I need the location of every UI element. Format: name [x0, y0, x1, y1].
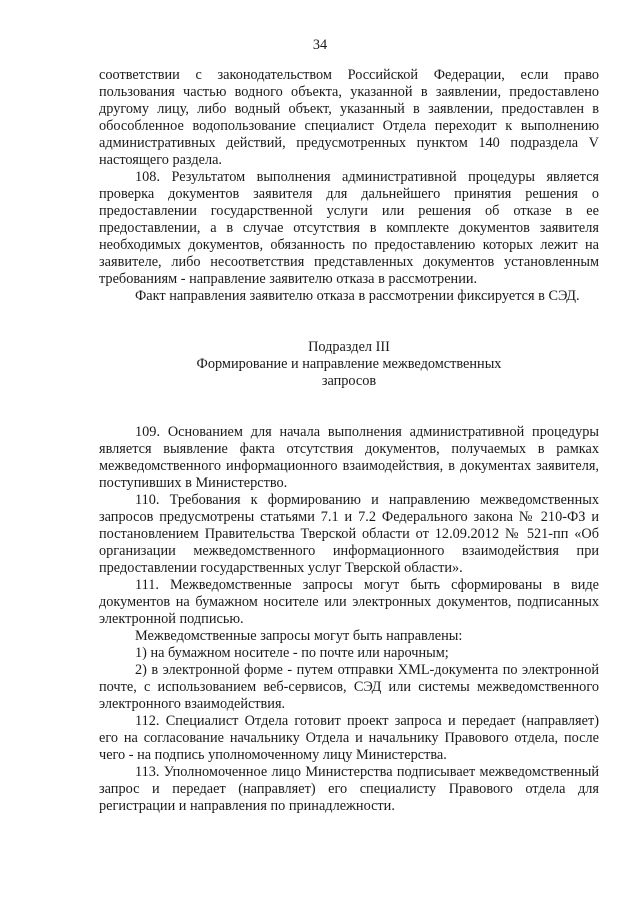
lead-paragraph: соответствии с законодательством Российской Федерации, если право пользования частью водного объекта, указанной в заявлении, предоставлено другому лицу, либо водный объект, указанный в заявлении, предоставлен в обособленное водопользование специалист Отдела переходит к выполнению административных действий, предусмотренных пунктом 140 подраздела V настоящего раздела.	[99, 67, 599, 168]
subsection-heading	[99, 339, 599, 390]
page-number: 34	[312, 37, 328, 53]
paragraph-113: 113. Уполномоченное лицо Министерства подписывает межведомственный запрос и передает (направляет) его специалисту Правового отдела для регистрации и направления по принадлежности.	[99, 764, 599, 814]
paragraph-110: 110. Требования к формированию и направлению межведомственных запросов предусмотрены статьями 7.1 и 7.2 Федерального закона № 210-ФЗ и постановлением Правительства Тверской области от 12.09.2012 № 521-пп «Об организации межведомственного информационного взаимодействия при предоставлении государственных услуг Тверской области».	[99, 492, 599, 576]
subsection-title-line-2: запросов	[321, 373, 377, 389]
subsection-title-line-1: Формирование и направление межведомственных	[196, 356, 502, 372]
paragraph-111: 111. Межведомственные запросы могут быть сформированы в виде документов на бумажном носителе или электронных документов, подписанных электронной подписью.	[99, 577, 599, 627]
paragraph-109: 109. Основанием для начала выполнения административной процедуры является выявление факта отсутствия документов, получаемых в рамках межведомственного информационного взаимодействия, в документах заявителя, поступивших в Министерство.	[99, 424, 599, 491]
paragraph-108: 108. Результатом выполнения административной процедуры является проверка документов заявителя для дальнейшего принятия решения о предоставлении государственной услуги или решения об отказе в ее предоставлении, а в случае отсутствия в комплекте документов заявителя необходимых документов, обязанность по предоставлению которых лежит на заявителе, либо несоответствия представленных документов установленным требованиям - направление заявителю отказа в рассмотрении.	[99, 169, 599, 287]
document-body	[99, 67, 599, 815]
list-item-electronic: 2) в электронной форме - путем отправки XML-документа по электронной почте, с использованием веб-сервисов, СЭД или системы межведомственного электронного взаимодействия.	[99, 662, 599, 712]
paragraph-112: 112. Специалист Отдела готовит проект запроса и передает (направляет) его на согласование начальнику Отдела и начальнику Правового отдела, после чего - на подпись уполномоченному лицу Министерства.	[99, 713, 599, 763]
paragraph-108-fact: Факт направления заявителю отказа в рассмотрении фиксируется в СЭД.	[135, 288, 580, 304]
subsection-label: Подраздел III	[308, 339, 390, 355]
paragraph-111-intro: Межведомственные запросы могут быть направлены:	[135, 628, 463, 644]
list-item-paper: 1) на бумажном носителе - по почте или нарочным;	[135, 645, 449, 661]
